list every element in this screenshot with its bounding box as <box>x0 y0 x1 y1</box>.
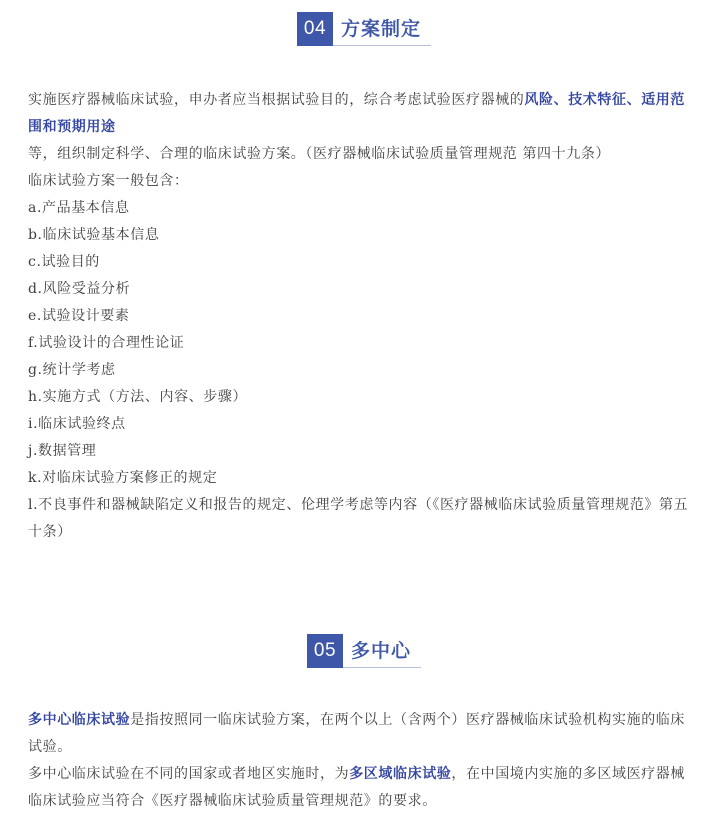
list-text: 统计学考虑 <box>42 362 116 378</box>
section-04-intro <box>28 87 694 168</box>
section-number-badge: 05 <box>307 634 343 668</box>
list-marker: d. <box>28 281 43 297</box>
section-title: 多中心 <box>351 640 412 662</box>
list-item <box>28 249 694 276</box>
multiregion-text: 多中心临床试验在不同的国家或者地区实施时，为 <box>28 766 350 782</box>
list-item <box>28 465 694 492</box>
section-04-header <box>297 12 431 46</box>
multiregion-text: ，在中国境内实施的多区域医疗器械临床试验应当符合《医疗器械临床试验质量管理规范》的要求。 <box>28 766 686 809</box>
intro-text: 实施医疗器械临床试验，申办者应当根据试验目的，综合考虑试验医疗器械的 <box>28 92 525 108</box>
list-text: 风险受益分析 <box>42 281 131 297</box>
list-marker: c. <box>28 254 42 270</box>
list-marker: g. <box>28 362 43 378</box>
list-item <box>28 276 694 303</box>
list-item <box>28 303 694 330</box>
list-text: 临床试验终点 <box>38 416 126 432</box>
list-text: 试验目的 <box>41 254 100 270</box>
list-text: 试验设计要素 <box>41 308 130 324</box>
section-title-wrap <box>343 634 421 668</box>
list-item <box>28 195 694 222</box>
section-number-badge: 04 <box>297 12 333 46</box>
list-text: 对临床试验方案修正的规定 <box>42 470 218 486</box>
list-text: 数据管理 <box>38 443 97 459</box>
list-item <box>28 384 694 411</box>
list-item <box>28 411 694 438</box>
list-marker: f. <box>28 335 39 351</box>
list-item <box>28 330 694 357</box>
list-text: 试验设计的合理性论证 <box>38 335 185 351</box>
multiregion-highlight: 多区域临床试验 <box>349 766 452 782</box>
list-marker: b. <box>28 227 43 243</box>
list-item <box>28 222 694 249</box>
list-item <box>28 357 694 384</box>
section-05-definition <box>28 707 694 761</box>
list-text: 产品基本信息 <box>42 200 130 216</box>
list-item <box>28 438 694 465</box>
list-text: 临床试验基本信息 <box>42 227 160 243</box>
title-underline <box>343 667 421 668</box>
list-marker: h. <box>28 389 43 405</box>
list-marker: e. <box>28 308 42 324</box>
list-marker: k. <box>28 470 43 486</box>
section-05-header <box>307 634 421 668</box>
section-title-wrap <box>333 12 431 46</box>
definition-text: 是指按照同一临床试验方案，在两个以上（含两个）医疗器械临床试验机构实施的临床试验。 <box>28 712 686 755</box>
section-05-multiregion <box>28 761 694 815</box>
list-item <box>28 492 694 546</box>
list-marker: l. <box>28 497 39 513</box>
section-title: 方案制定 <box>341 18 422 40</box>
title-underline <box>333 45 431 46</box>
list-text: 不良事件和器械缺陷定义和报告的规定、伦理学考虑等内容（《医疗器械临床试验质量管理规范》第五十条） <box>28 497 689 540</box>
list-text: 实施方式（方法、内容、步骤） <box>42 389 248 405</box>
list-intro: 临床试验方案一般包含： <box>28 173 189 189</box>
list-marker: a. <box>28 200 42 216</box>
intro-text: 等，组织制定科学、合理的临床试验方案。（医疗器械临床试验质量管理规范 第四十九条） <box>28 146 611 162</box>
definition-highlight: 多中心临床试验 <box>28 712 131 728</box>
intro-highlight: 风险、技术特征、适用范围和预期用途 <box>28 92 686 135</box>
list-marker: j. <box>28 443 38 459</box>
list-marker: i. <box>28 416 39 432</box>
